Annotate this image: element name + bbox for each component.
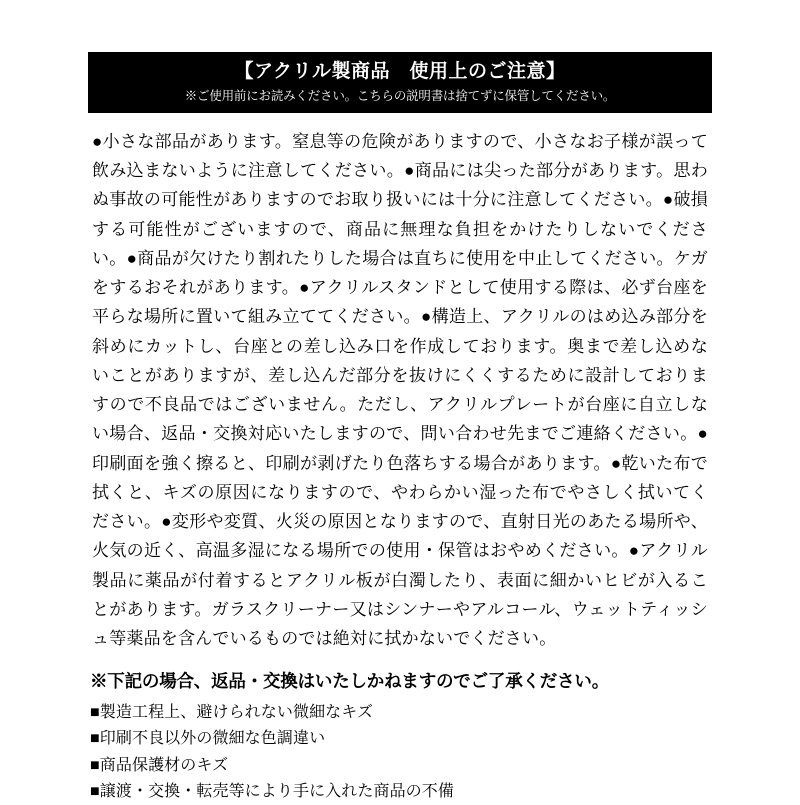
- list-item: ■製造工程上、避けられない微細なキズ: [90, 703, 374, 721]
- list-item: ■譲渡・交換・転売等により手に入れた商品の不備: [90, 782, 454, 800]
- list-item: ■商品保護材のキズ: [90, 756, 229, 774]
- footer-heading: ※下記の場合、返品・交換はいたしかねますのでご了承ください。: [90, 671, 609, 692]
- footer-item-list: [90, 700, 710, 805]
- list-item: ■印刷不良以外の微細な色調違い: [90, 730, 326, 748]
- notice-subtitle: ※ご使用前にお読みください。こちらの説明書は捨てずに保管してください。: [184, 88, 616, 103]
- notice-title: 【アクリル製商品 使用上のご注意】: [234, 61, 566, 82]
- notice-card: [88, 52, 712, 805]
- notice-title-bar: [88, 52, 712, 113]
- notice-body-text: ●小さな部品があります。窒息等の危険がありますので、小さなお子様が誤って飲み込まないように注意してください。●商品には尖った部分があります。思わぬ事故の可能性がありますのでお取り扱いには十分に注意してください。●破損する可能性がございますので、商品に無理な負担をかけたりしないでください。●商品が欠けたり割れたりした場合は直ちに使用を中止してください。ケガをするおそれがあります。●アクリルスタンドとして使用する際は、必ず台座を平らな場所に置いて組み立ててください。●構造上、アクリルのはめ込み部分を斜めにカットし、台座との差し込み口を作成しております。奥まで差し込めないことがありますが、差し込んだ部分を抜けにくくするために設計しておりますので不良品ではございません。ただし、アクリルプレートが台座に自立しない場合、返品・交換対応いたしますので、問い合わせ先までご連絡ください。●印刷面を強く擦ると、印刷が剥げたり色落ちする場合があります。●乾いた布で拭くと、キズの原因になりますので、やわらかい湿った布でやさしく拭いてください。●変形や変質、火災の原因となりますので、直射日光のあたる場所や、火気の近く、高温多湿になる場所での使用・保管はおやめください。●アクリル製品に薬品が付着するとアクリル板が白濁したり、表面に細かいヒビが入ることがあります。ガラスクリーナー又はシンナーやアルコール、ウェットティッシュ等薬品を含んでいるものでは絶対に拭かないでください。: [92, 132, 708, 648]
- notice-footer: [88, 669, 712, 805]
